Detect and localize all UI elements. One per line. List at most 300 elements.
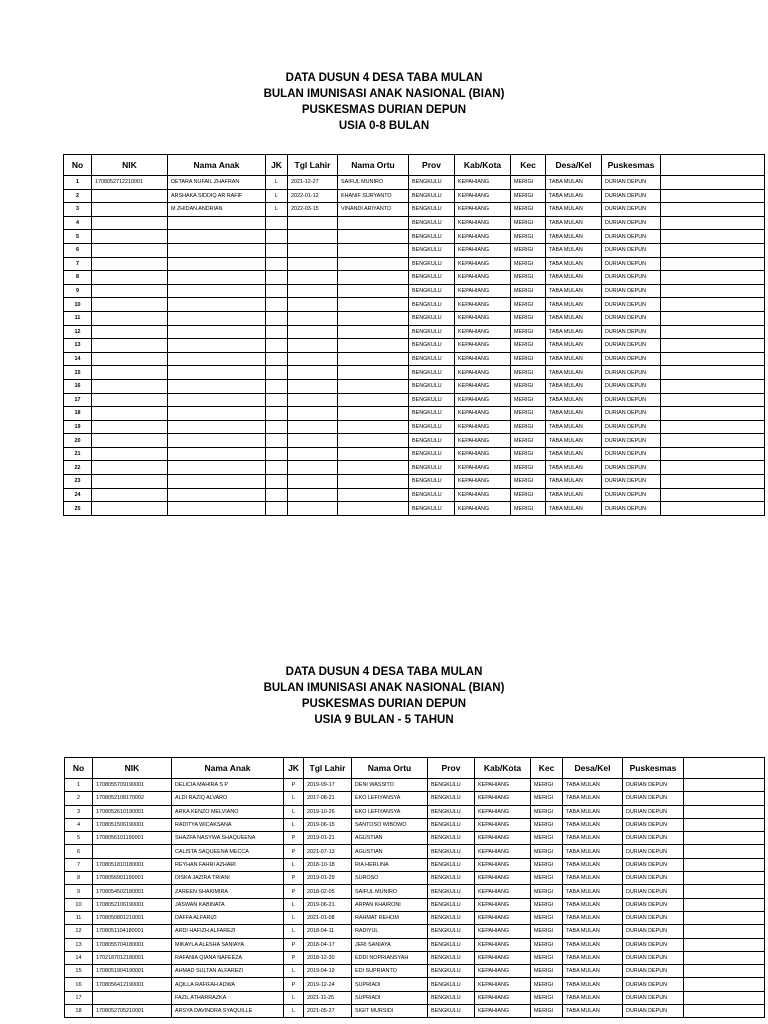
col-tgl-lahir-cell — [288, 447, 338, 461]
col-prov-cell: BENGKULU — [409, 393, 455, 407]
col-desa-kel-cell: TABA MULAN — [563, 951, 623, 964]
col-no-cell: 4 — [64, 216, 92, 230]
col-no-cell: 15 — [65, 965, 93, 978]
col-kec-cell: MERIGI — [531, 938, 563, 951]
col-nama-ortu-cell — [338, 243, 409, 257]
col-nik-cell — [92, 379, 168, 393]
col-nama-anak-cell: SHAZFA NASYWA SHAQUEENA — [172, 832, 284, 845]
col-prov-cell: BENGKULU — [428, 805, 475, 818]
col-puskesmas-cell: DURIAN DEPUN — [623, 818, 684, 831]
col-tgl-lahir-cell — [288, 339, 338, 353]
col-desa-kel-cell: TABA MULAN — [546, 420, 602, 434]
col-jk-cell: L — [284, 965, 304, 978]
col-extra-header — [661, 155, 765, 176]
title-line: USIA 9 BULAN - 5 TAHUN — [314, 714, 454, 726]
col-no-cell: 7 — [65, 858, 93, 871]
col-kab-kota-cell: KEPAHIANG — [475, 978, 531, 991]
col-nik-cell — [93, 845, 172, 858]
table-row — [64, 475, 765, 489]
col-extra-cell — [684, 978, 765, 991]
col-nama-anak-cell — [168, 339, 266, 353]
col-tgl-lahir-cell — [288, 311, 338, 325]
col-no-cell: 8 — [65, 872, 93, 885]
col-tgl-lahir-cell: 2022-03-15 — [288, 203, 338, 217]
col-nama-anak-cell: CALISTA SAQUEENA MECCA — [172, 845, 284, 858]
col-tgl-lahir-cell: 2017-08-21 — [304, 792, 352, 805]
col-no-cell: 19 — [64, 420, 92, 434]
col-puskesmas-cell: DURIAN DEPUN — [623, 1005, 684, 1018]
col-puskesmas-cell: DURIAN DEPUN — [602, 243, 661, 257]
col-extra-cell — [661, 257, 765, 271]
col-kec-cell: MERIGI — [511, 284, 546, 298]
col-nama-anak-cell — [168, 230, 266, 244]
col-kab-kota-cell: KEPAHIANG — [455, 271, 511, 285]
col-desa-kel-cell: TABA MULAN — [546, 271, 602, 285]
col-kec-cell: MERIGI — [511, 393, 546, 407]
col-jk-cell: L — [284, 792, 304, 805]
col-kec-cell: MERIGI — [511, 379, 546, 393]
col-jk-cell — [266, 271, 288, 285]
col-kab-kota-cell: KEPAHIANG — [455, 407, 511, 421]
col-kec-cell: MERIGI — [531, 898, 563, 911]
col-no-cell: 22 — [64, 461, 92, 475]
col-jk-cell: P — [284, 951, 304, 964]
col-tgl-lahir-cell — [288, 461, 338, 475]
col-nama-ortu-cell: EKO LEFIYANSYA — [352, 792, 428, 805]
col-nama-ortu-cell — [338, 407, 409, 421]
col-tgl-lahir-cell: 2019-06-21 — [304, 898, 352, 911]
col-puskesmas-cell: DURIAN DEPUN — [602, 434, 661, 448]
col-nama-ortu-header: Nama Ortu — [338, 155, 409, 176]
col-kec-cell: MERIGI — [511, 434, 546, 448]
col-tgl-lahir-cell — [288, 366, 338, 380]
col-kab-kota-cell: KEPAHIANG — [455, 461, 511, 475]
col-extra-cell — [661, 447, 765, 461]
col-prov-cell: BENGKULU — [409, 243, 455, 257]
col-puskesmas-cell: DURIAN DEPUN — [623, 872, 684, 885]
col-puskesmas-cell: DURIAN DEPUN — [602, 257, 661, 271]
col-nama-ortu-cell: DENI WASSITO — [352, 779, 428, 792]
col-nama-anak-cell — [168, 284, 266, 298]
col-desa-kel-cell: TABA MULAN — [563, 872, 623, 885]
col-jk-cell — [266, 339, 288, 353]
col-nik-cell: 1702187012180001 — [93, 951, 172, 964]
col-no-cell: 2 — [64, 189, 92, 203]
col-no-cell: 12 — [64, 325, 92, 339]
col-kec-cell: MERIGI — [511, 176, 546, 190]
col-nama-anak-cell: DETARA NUFAIL ZHAFRAN — [168, 176, 266, 190]
col-desa-kel-cell: TABA MULAN — [546, 488, 602, 502]
col-no-cell: 25 — [64, 502, 92, 516]
col-prov-cell: BENGKULU — [409, 420, 455, 434]
col-nama-ortu-cell: KHANIF SURYANTO — [338, 189, 409, 203]
col-desa-kel-cell: TABA MULAN — [563, 991, 623, 1004]
col-jk-cell — [266, 447, 288, 461]
col-kab-kota-header: Kab/Kota — [455, 155, 511, 176]
col-prov-cell: BENGKULU — [428, 911, 475, 924]
col-tgl-lahir-cell: 2018-02-05 — [304, 885, 352, 898]
col-kab-kota-cell: KEPAHIANG — [475, 872, 531, 885]
col-tgl-lahir-cell — [288, 502, 338, 516]
col-jk-cell — [266, 325, 288, 339]
col-no-cell: 23 — [64, 475, 92, 489]
col-kab-kota-cell: KEPAHIANG — [475, 885, 531, 898]
col-kab-kota-cell: KEPAHIANG — [455, 298, 511, 312]
col-extra-header — [684, 758, 765, 779]
col-kec-cell: MERIGI — [531, 978, 563, 991]
table-row — [64, 488, 765, 502]
col-kec-cell: MERIGI — [531, 845, 563, 858]
col-nama-anak-cell — [168, 352, 266, 366]
col-extra-cell — [684, 885, 765, 898]
col-nama-ortu-cell: VINANDI ARIYANTO — [338, 203, 409, 217]
col-prov-cell: BENGKULU — [409, 311, 455, 325]
col-nama-anak-cell — [168, 420, 266, 434]
col-extra-cell — [684, 898, 765, 911]
col-nik-cell — [92, 488, 168, 502]
col-jk-cell — [266, 434, 288, 448]
table-row — [64, 284, 765, 298]
section-2-title — [0, 664, 768, 728]
col-nama-ortu-cell — [338, 502, 409, 516]
col-nama-anak-cell — [168, 311, 266, 325]
col-kec-header: Kec — [531, 758, 563, 779]
col-puskesmas-header: Puskesmas — [602, 155, 661, 176]
col-puskesmas-cell: DURIAN DEPUN — [602, 298, 661, 312]
col-jk-cell: P — [284, 832, 304, 845]
col-kab-kota-cell: KEPAHIANG — [455, 393, 511, 407]
col-nama-anak-header: Nama Anak — [168, 155, 266, 176]
col-nama-anak-cell: ARSHAKA SIDDIQ AR RAFIF — [168, 189, 266, 203]
col-nik-cell — [92, 189, 168, 203]
col-prov-cell: BENGKULU — [428, 872, 475, 885]
col-puskesmas-cell: DURIAN DEPUN — [602, 407, 661, 421]
col-nik-cell — [93, 991, 172, 1004]
col-no-cell: 16 — [64, 379, 92, 393]
col-extra-cell — [661, 203, 765, 217]
col-kab-kota-cell: KEPAHIANG — [475, 925, 531, 938]
col-jk-cell: P — [284, 978, 304, 991]
col-nama-anak-cell: JASWAN KABINATA — [172, 898, 284, 911]
col-prov-cell: BENGKULU — [428, 938, 475, 951]
col-kec-cell: MERIGI — [511, 311, 546, 325]
col-nik-cell — [92, 216, 168, 230]
col-no-cell: 17 — [64, 393, 92, 407]
table-row — [65, 965, 765, 978]
col-puskesmas-cell: DURIAN DEPUN — [602, 339, 661, 353]
col-tgl-lahir-cell — [288, 420, 338, 434]
col-nama-ortu-cell — [338, 488, 409, 502]
col-prov-cell: BENGKULU — [409, 366, 455, 380]
col-nama-ortu-cell — [338, 339, 409, 353]
col-nik-cell — [92, 434, 168, 448]
col-nik-cell: 1708051104180001 — [93, 925, 172, 938]
col-nama-ortu-cell — [338, 461, 409, 475]
col-desa-kel-cell: TABA MULAN — [563, 925, 623, 938]
col-desa-kel-cell: TABA MULAN — [546, 311, 602, 325]
col-jk-cell — [266, 311, 288, 325]
col-puskesmas-cell: DURIAN DEPUN — [623, 991, 684, 1004]
col-desa-kel-cell: TABA MULAN — [546, 298, 602, 312]
col-no-cell: 11 — [65, 911, 93, 924]
col-extra-cell — [661, 420, 765, 434]
col-prov-cell: BENGKULU — [428, 885, 475, 898]
col-kec-cell: MERIGI — [531, 951, 563, 964]
col-prov-cell: BENGKULU — [428, 818, 475, 831]
col-tgl-lahir-cell — [288, 407, 338, 421]
col-nama-anak-header: Nama Anak — [172, 758, 284, 779]
col-extra-cell — [661, 243, 765, 257]
col-extra-cell — [661, 230, 765, 244]
col-nama-ortu-cell: SAIFUL MUNIRO — [338, 176, 409, 190]
col-kab-kota-cell: KEPAHIANG — [455, 352, 511, 366]
col-desa-kel-cell: TABA MULAN — [563, 978, 623, 991]
col-kab-kota-cell: KEPAHIANG — [455, 488, 511, 502]
col-nama-ortu-cell — [338, 420, 409, 434]
col-nama-ortu-cell — [338, 284, 409, 298]
col-tgl-lahir-cell: 2021-01-08 — [304, 911, 352, 924]
col-kec-cell: MERIGI — [511, 366, 546, 380]
col-tgl-lahir-cell: 2019-06-15 — [304, 818, 352, 831]
col-extra-cell — [661, 339, 765, 353]
col-nama-anak-cell — [168, 243, 266, 257]
col-extra-cell — [661, 502, 765, 516]
col-tgl-lahir-cell: 2021-12-27 — [288, 176, 338, 190]
col-kab-kota-cell: KEPAHIANG — [455, 230, 511, 244]
col-kab-kota-cell: KEPAHIANG — [455, 216, 511, 230]
col-no-cell: 4 — [65, 818, 93, 831]
col-tgl-lahir-cell: 2019-01-29 — [304, 872, 352, 885]
col-puskesmas-cell: DURIAN DEPUN — [602, 379, 661, 393]
col-kec-cell: MERIGI — [511, 298, 546, 312]
col-nama-ortu-cell: RAHMAT REHOM — [352, 911, 428, 924]
col-tgl-lahir-cell — [288, 216, 338, 230]
col-nik-cell — [92, 271, 168, 285]
col-tgl-lahir-cell — [288, 393, 338, 407]
col-desa-kel-cell: TABA MULAN — [546, 284, 602, 298]
title-line: BULAN IMUNISASI ANAK NASIONAL (BIAN) — [263, 88, 505, 100]
col-jk-cell: L — [284, 911, 304, 924]
col-extra-cell — [661, 352, 765, 366]
col-nik-cell — [92, 393, 168, 407]
col-nik-cell: 1708056101190001 — [93, 832, 172, 845]
col-puskesmas-cell: DURIAN DEPUN — [602, 203, 661, 217]
col-jk-cell — [266, 257, 288, 271]
table-row — [65, 911, 765, 924]
table-row — [65, 938, 765, 951]
col-desa-kel-cell: TABA MULAN — [546, 243, 602, 257]
col-nama-ortu-cell: EDI SUPRIANTO — [352, 965, 428, 978]
col-kec-cell: MERIGI — [531, 832, 563, 845]
col-nama-ortu-cell — [338, 311, 409, 325]
col-tgl-lahir-cell: 2018-10-18 — [304, 858, 352, 871]
col-no-cell: 20 — [64, 434, 92, 448]
col-desa-kel-cell: TABA MULAN — [563, 1005, 623, 1018]
col-kab-kota-cell: KEPAHIANG — [455, 502, 511, 516]
col-kec-cell: MERIGI — [511, 257, 546, 271]
col-nik-cell: 1708051810180001 — [93, 858, 172, 871]
table-row — [64, 339, 765, 353]
col-nik-cell: 1708051904190001 — [93, 965, 172, 978]
col-nama-ortu-cell: SUPRIADI — [352, 991, 428, 1004]
col-jk-cell — [266, 379, 288, 393]
col-puskesmas-cell: DURIAN DEPUN — [602, 366, 661, 380]
col-desa-kel-cell: TABA MULAN — [546, 447, 602, 461]
table-row — [65, 792, 765, 805]
col-puskesmas-cell: DURIAN DEPUN — [623, 965, 684, 978]
col-kec-cell: MERIGI — [531, 965, 563, 978]
col-prov-cell: BENGKULU — [409, 502, 455, 516]
col-extra-cell — [684, 872, 765, 885]
col-jk-cell: P — [284, 938, 304, 951]
col-nik-cell — [92, 461, 168, 475]
col-kec-cell: MERIGI — [511, 420, 546, 434]
col-prov-cell: BENGKULU — [428, 779, 475, 792]
col-tgl-lahir-header: Tgl Lahir — [304, 758, 352, 779]
col-no-cell: 6 — [65, 845, 93, 858]
col-jk-cell: L — [266, 189, 288, 203]
col-no-cell: 3 — [64, 203, 92, 217]
col-jk-cell: L — [284, 898, 304, 911]
col-kec-cell: MERIGI — [511, 407, 546, 421]
col-nik-cell: 1708055709190001 — [93, 779, 172, 792]
col-kab-kota-cell: KEPAHIANG — [475, 832, 531, 845]
col-nama-anak-cell — [168, 502, 266, 516]
col-nama-ortu-cell: EKO LEFIYANSYA — [352, 805, 428, 818]
col-tgl-lahir-cell — [288, 379, 338, 393]
title-line: USIA 0-8 BULAN — [338, 120, 430, 132]
col-nama-anak-cell — [168, 379, 266, 393]
col-jk-cell: L — [284, 991, 304, 1004]
col-nama-anak-cell — [168, 366, 266, 380]
col-kab-kota-cell: KEPAHIANG — [455, 447, 511, 461]
col-no-cell: 13 — [64, 339, 92, 353]
col-extra-cell — [661, 284, 765, 298]
col-no-cell: 6 — [64, 243, 92, 257]
col-prov-cell: BENGKULU — [409, 203, 455, 217]
col-kab-kota-cell: KEPAHIANG — [475, 898, 531, 911]
col-no-cell: 1 — [64, 176, 92, 190]
col-kab-kota-cell: KEPAHIANG — [475, 1005, 531, 1018]
col-nama-anak-cell — [168, 257, 266, 271]
col-kab-kota-cell: KEPAHIANG — [475, 951, 531, 964]
col-extra-cell — [661, 176, 765, 190]
table-row — [65, 951, 765, 964]
table-row — [65, 805, 765, 818]
col-desa-kel-cell: TABA MULAN — [563, 938, 623, 951]
col-desa-kel-cell: TABA MULAN — [563, 911, 623, 924]
col-no-cell: 13 — [65, 938, 93, 951]
col-prov-cell: BENGKULU — [409, 216, 455, 230]
col-desa-kel-cell: TABA MULAN — [563, 845, 623, 858]
table-row — [64, 447, 765, 461]
col-kab-kota-cell: KEPAHIANG — [475, 845, 531, 858]
col-kec-cell: MERIGI — [511, 461, 546, 475]
col-kec-cell: MERIGI — [511, 488, 546, 502]
col-nama-anak-cell: AHMAD SULTAN ALFAREZI — [172, 965, 284, 978]
col-desa-kel-header: Desa/Kel — [546, 155, 602, 176]
col-nama-ortu-cell: SUPRIADI — [352, 978, 428, 991]
col-puskesmas-cell: DURIAN DEPUN — [602, 176, 661, 190]
title-line: PUSKESMAS DURIAN DEPUN — [301, 104, 467, 116]
col-nik-cell — [92, 284, 168, 298]
col-no-cell: 15 — [64, 366, 92, 380]
col-puskesmas-cell: DURIAN DEPUN — [623, 858, 684, 871]
table-row — [64, 243, 765, 257]
table-row — [65, 818, 765, 831]
col-tgl-lahir-cell: 2022-01-12 — [288, 189, 338, 203]
col-desa-kel-cell: TABA MULAN — [546, 407, 602, 421]
table-row — [65, 845, 765, 858]
col-nik-cell: 1708050801210001 — [93, 911, 172, 924]
col-kab-kota-cell: KEPAHIANG — [455, 379, 511, 393]
col-nama-anak-cell: ALDI RAZIQ ALVARO — [172, 792, 284, 805]
col-puskesmas-cell: DURIAN DEPUN — [602, 475, 661, 489]
title-line: BULAN IMUNISASI ANAK NASIONAL (BIAN) — [263, 682, 505, 694]
table-row — [64, 311, 765, 325]
col-desa-kel-cell: TABA MULAN — [563, 885, 623, 898]
col-nik-cell — [92, 339, 168, 353]
col-nama-anak-cell: RADITYA WICAKSANA — [172, 818, 284, 831]
col-desa-kel-cell: TABA MULAN — [563, 818, 623, 831]
col-kab-kota-cell: KEPAHIANG — [455, 189, 511, 203]
col-jk-cell: L — [284, 805, 304, 818]
col-prov-cell: BENGKULU — [428, 898, 475, 911]
col-extra-cell — [684, 911, 765, 924]
col-puskesmas-cell: DURIAN DEPUN — [602, 325, 661, 339]
col-desa-kel-cell: TABA MULAN — [563, 858, 623, 871]
col-nik-cell: 1708051506190001 — [93, 818, 172, 831]
col-no-cell: 14 — [65, 951, 93, 964]
col-prov-cell: BENGKULU — [409, 475, 455, 489]
col-kab-kota-cell: KEPAHIANG — [475, 779, 531, 792]
header-row — [64, 155, 765, 176]
col-extra-cell — [661, 325, 765, 339]
col-desa-kel-cell: TABA MULAN — [546, 189, 602, 203]
table-row — [65, 885, 765, 898]
table-row — [65, 925, 765, 938]
col-puskesmas-cell: DURIAN DEPUN — [602, 352, 661, 366]
col-kab-kota-cell: KEPAHIANG — [475, 965, 531, 978]
col-nik-cell — [92, 366, 168, 380]
col-kec-header: Kec — [511, 155, 546, 176]
col-kab-kota-cell: KEPAHIANG — [455, 243, 511, 257]
col-tgl-lahir-cell: 2019-12-24 — [304, 978, 352, 991]
col-puskesmas-cell: DURIAN DEPUN — [623, 938, 684, 951]
col-nik-cell: 1708054502180001 — [93, 885, 172, 898]
table-row — [64, 407, 765, 421]
col-puskesmas-cell: DURIAN DEPUN — [602, 216, 661, 230]
table-row — [65, 991, 765, 1004]
section-1-title — [0, 70, 768, 134]
title-line: DATA DUSUN 4 DESA TABA MULAN — [285, 72, 483, 84]
col-jk-cell: P — [284, 885, 304, 898]
col-no-cell: 9 — [65, 885, 93, 898]
col-prov-cell: BENGKULU — [409, 447, 455, 461]
col-extra-cell — [661, 298, 765, 312]
col-jk-cell — [266, 420, 288, 434]
col-desa-kel-cell: TABA MULAN — [563, 965, 623, 978]
title-line: DATA DUSUN 4 DESA TABA MULAN — [285, 666, 483, 678]
col-desa-kel-cell: TABA MULAN — [563, 805, 623, 818]
table-row — [65, 1005, 765, 1018]
col-extra-cell — [684, 965, 765, 978]
col-nik-cell: 1708056901190001 — [93, 872, 172, 885]
col-jk-cell: L — [284, 925, 304, 938]
col-extra-cell — [661, 434, 765, 448]
col-no-cell: 12 — [65, 925, 93, 938]
col-prov-cell: BENGKULU — [409, 230, 455, 244]
